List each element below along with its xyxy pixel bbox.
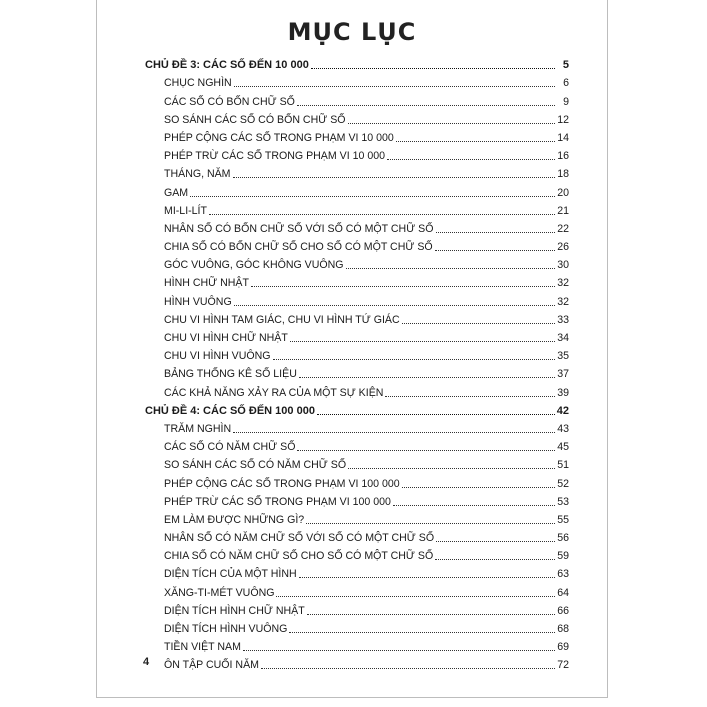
toc-entry bbox=[145, 71, 569, 89]
toc-entry-label: PHÉP TRỪ CÁC SỐ TRONG PHẠM VI 100 000 bbox=[164, 495, 391, 508]
toc-entry-label: HÌNH VUÔNG bbox=[164, 295, 232, 308]
toc-entry bbox=[145, 580, 569, 598]
toc-dot-leader bbox=[289, 632, 555, 633]
toc-page-number: 32 bbox=[557, 295, 569, 308]
toc-dot-leader bbox=[297, 105, 555, 106]
toc-entry-label: XĂNG-TI-MÉT VUÔNG bbox=[164, 586, 275, 599]
toc-page-number: 34 bbox=[557, 332, 569, 344]
toc-dot-leader bbox=[209, 214, 555, 215]
toc-entry bbox=[145, 144, 569, 162]
page-title: MỤC LỤC bbox=[287, 18, 417, 46]
toc-dot-leader bbox=[402, 487, 555, 488]
toc-entry bbox=[145, 308, 569, 326]
toc-entry bbox=[145, 380, 569, 398]
toc-dot-leader bbox=[346, 268, 555, 269]
toc-entry bbox=[145, 435, 569, 453]
page-number: 4 bbox=[143, 656, 150, 668]
toc-entry-label: CHU VI HÌNH VUÔNG bbox=[164, 350, 271, 363]
toc-section-label: CHỦ ĐỀ 4: CÁC SỐ ĐẾN 100 000 bbox=[145, 404, 315, 417]
toc-dot-leader bbox=[233, 432, 555, 433]
toc-dot-leader bbox=[393, 505, 555, 506]
toc-entry-label: DIỆN TÍCH HÌNH VUÔNG bbox=[164, 623, 288, 635]
toc-page-number: 72 bbox=[557, 659, 569, 672]
toc-dot-leader bbox=[306, 523, 555, 524]
toc-entry bbox=[145, 162, 569, 180]
toc-section-heading bbox=[145, 53, 569, 71]
toc-dot-leader bbox=[348, 123, 555, 124]
toc-entry-label: CÁC SỐ CÓ NĂM CHỮ SỐ bbox=[164, 441, 296, 454]
toc-page-number: 26 bbox=[557, 241, 569, 254]
toc-entry-label: PHÉP CỘNG CÁC SỐ TRONG PHẠM VI 100 000 bbox=[164, 477, 400, 490]
toc-entry-label: PHÉP CỘNG CÁC SỐ TRONG PHẠM VI 10 000 bbox=[164, 131, 394, 144]
toc-dot-leader bbox=[396, 141, 555, 142]
toc-dot-leader bbox=[261, 668, 555, 669]
toc-dot-leader bbox=[317, 414, 555, 415]
toc-entry bbox=[145, 199, 569, 217]
toc-page-number: 43 bbox=[557, 422, 569, 435]
toc-entry-label: CÁC SỐ CÓ BỐN CHỮ SỐ bbox=[164, 95, 295, 108]
toc-entry bbox=[145, 562, 569, 580]
toc-dot-leader bbox=[233, 177, 555, 178]
toc-page-number: 18 bbox=[557, 168, 569, 181]
toc-page-number: 30 bbox=[557, 259, 569, 272]
toc-entry-label: BẢNG THỐNG KÊ SỐ LIỆU bbox=[164, 368, 297, 381]
toc-entry-label: CHỤC NGHÌN bbox=[164, 77, 232, 90]
toc-page-number: 59 bbox=[557, 550, 569, 563]
toc-page-number: 39 bbox=[557, 386, 569, 399]
toc-entry bbox=[145, 635, 569, 653]
toc-page-number: 22 bbox=[557, 222, 569, 235]
toc-page-number: 63 bbox=[557, 568, 569, 581]
toc-entry-label: EM LÀM ĐƯỢC NHỮNG GÌ? bbox=[164, 513, 305, 526]
toc-entry-label: ÔN TẬP CUỐI NĂM bbox=[164, 659, 259, 672]
toc-entry bbox=[145, 508, 569, 526]
toc-entry bbox=[145, 344, 569, 362]
toc-dot-leader bbox=[311, 68, 555, 69]
toc-entry bbox=[145, 362, 569, 380]
toc-entry-label: CHIA SỐ CÓ NĂM CHỮ SỐ CHO SỐ CÓ MỘT CHỮ SỐ bbox=[164, 550, 434, 563]
toc-entry bbox=[145, 471, 569, 489]
toc-dot-leader bbox=[436, 541, 555, 542]
toc-entry-label: NHÂN SỐ CÓ BỐN CHỮ SỐ VỚI SỐ CÓ MỘT CHỮ SỐ bbox=[164, 222, 434, 235]
toc-entry-label: TIỀN VIỆT NAM bbox=[164, 641, 241, 654]
toc-entry-label: CÁC KHẢ NĂNG XẢY RA CỦA MỘT SỰ KIỆN bbox=[164, 386, 384, 399]
toc-page-number: 14 bbox=[557, 131, 569, 144]
toc-dot-leader bbox=[385, 396, 555, 397]
toc-page-number: 35 bbox=[557, 350, 569, 363]
toc-entry-label: DIỆN TÍCH CỦA MỘT HÌNH bbox=[164, 568, 297, 581]
toc-page-number: 68 bbox=[557, 623, 569, 635]
toc-entry-label: HÌNH CHỮ NHẬT bbox=[164, 277, 249, 290]
toc-page-number: 12 bbox=[557, 113, 569, 126]
toc-page-number: 45 bbox=[557, 441, 569, 454]
toc-page-number: 53 bbox=[557, 495, 569, 508]
toc-page-number: 9 bbox=[563, 95, 569, 108]
toc-entry-label: NHÂN SỐ CÓ NĂM CHỮ SỐ VỚI SỐ CÓ MỘT CHỮ SỐ bbox=[164, 532, 435, 545]
toc-page-number: 5 bbox=[562, 59, 569, 72]
toc-page-number: 33 bbox=[557, 313, 569, 326]
toc-entry bbox=[145, 453, 569, 471]
toc-page-number: 37 bbox=[557, 368, 569, 381]
toc-entry bbox=[145, 490, 569, 508]
toc-entry bbox=[145, 417, 569, 435]
toc-page-number: 21 bbox=[557, 204, 569, 217]
toc-dot-leader bbox=[297, 450, 555, 451]
toc-entry bbox=[145, 653, 569, 671]
toc-dot-leader bbox=[190, 196, 555, 197]
toc-entry bbox=[145, 599, 569, 617]
toc-dot-leader bbox=[348, 468, 555, 469]
toc-entry bbox=[145, 126, 569, 144]
toc-dot-leader bbox=[234, 86, 555, 87]
toc-entry-label: MI-LI-LÍT bbox=[164, 204, 207, 217]
toc-dot-leader bbox=[276, 596, 555, 597]
toc-page-number: 51 bbox=[557, 459, 569, 472]
toc-entry bbox=[145, 180, 569, 198]
toc-dot-leader bbox=[299, 577, 555, 578]
toc-dot-leader bbox=[234, 305, 555, 306]
toc-dot-leader bbox=[273, 359, 555, 360]
toc-page-number: 66 bbox=[557, 604, 569, 617]
toc-section-heading bbox=[145, 399, 569, 417]
toc-entry bbox=[145, 271, 569, 289]
table-of-contents bbox=[145, 53, 569, 671]
toc-dot-leader bbox=[299, 377, 555, 378]
toc-page-number: 52 bbox=[557, 477, 569, 490]
toc-page-number: 55 bbox=[557, 513, 569, 526]
toc-page-number: 6 bbox=[563, 77, 569, 90]
toc-entry bbox=[145, 108, 569, 126]
document-page bbox=[96, 0, 608, 698]
toc-page-number: 69 bbox=[557, 641, 569, 654]
toc-dot-leader bbox=[436, 232, 556, 233]
toc-page-number: 16 bbox=[557, 150, 569, 163]
toc-entry bbox=[145, 617, 569, 635]
toc-entry-label: TRĂM NGHÌN bbox=[164, 422, 232, 435]
toc-section-label: CHỦ ĐỀ 3: CÁC SỐ ĐẾN 10 000 bbox=[145, 59, 309, 72]
toc-entry-label: SO SÁNH CÁC SỐ CÓ BỐN CHỮ SỐ bbox=[164, 113, 346, 126]
toc-entry-label: SO SÁNH CÁC SỐ CÓ NĂM CHỮ SỐ bbox=[164, 459, 347, 472]
toc-entry-label: GÓC VUÔNG, GÓC KHÔNG VUÔNG bbox=[164, 259, 344, 272]
toc-dot-leader bbox=[387, 159, 555, 160]
toc-page-number: 56 bbox=[557, 532, 569, 545]
toc-entry-label: GAM bbox=[164, 186, 189, 199]
toc-page-number: 32 bbox=[557, 277, 569, 290]
toc-entry bbox=[145, 217, 569, 235]
toc-page-number: 42 bbox=[556, 404, 569, 417]
toc-entry bbox=[145, 544, 569, 562]
toc-dot-leader bbox=[435, 250, 555, 251]
toc-dot-leader bbox=[251, 286, 555, 287]
toc-entry bbox=[145, 289, 569, 307]
toc-entry bbox=[145, 235, 569, 253]
toc-entry bbox=[145, 253, 569, 271]
toc-dot-leader bbox=[402, 323, 555, 324]
toc-entry-label: PHÉP TRỪ CÁC SỐ TRONG PHẠM VI 10 000 bbox=[164, 150, 385, 163]
toc-dot-leader bbox=[307, 614, 555, 615]
toc-entry-label: THÁNG, NĂM bbox=[164, 168, 231, 181]
toc-dot-leader bbox=[435, 559, 555, 560]
toc-entry-label: CHU VI HÌNH CHỮ NHẬT bbox=[164, 332, 288, 344]
toc-entry-label: CHIA SỐ CÓ BỐN CHỮ SỐ CHO SỐ CÓ MỘT CHỮ SỐ bbox=[164, 241, 433, 254]
toc-dot-leader bbox=[290, 341, 555, 342]
toc-entry bbox=[145, 326, 569, 344]
toc-entry-label: CHU VI HÌNH TAM GIÁC, CHU VI HÌNH TỨ GIÁC bbox=[164, 313, 400, 326]
toc-entry bbox=[145, 526, 569, 544]
toc-dot-leader bbox=[243, 650, 555, 651]
toc-page-number: 64 bbox=[557, 586, 569, 599]
toc-entry-label: DIỆN TÍCH HÌNH CHỮ NHẬT bbox=[164, 604, 305, 617]
toc-entry bbox=[145, 89, 569, 107]
toc-page-number: 20 bbox=[557, 186, 569, 199]
